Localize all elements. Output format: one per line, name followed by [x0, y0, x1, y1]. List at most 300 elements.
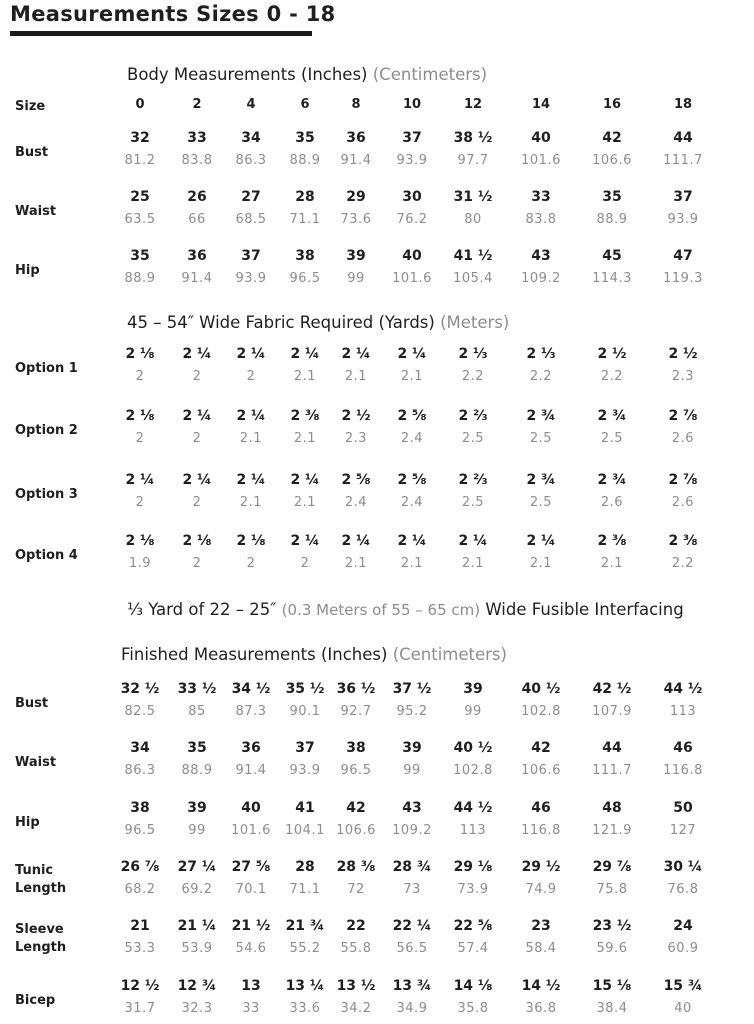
value-primary: 27 ¼ — [177, 859, 217, 875]
value-primary: 36 — [346, 130, 366, 146]
value-secondary: 91.4 — [181, 271, 213, 286]
value-secondary: 2.3 — [344, 431, 368, 446]
body-heading-main: Body Measurements (Inches) — [127, 65, 368, 84]
table-row — [0, 681, 754, 725]
value-secondary: 107.9 — [592, 704, 632, 719]
row-label-line1: Hip — [15, 263, 40, 278]
value-primary: 37 — [402, 130, 422, 146]
value-primary: 25 — [130, 189, 150, 205]
value-secondary: 109.2 — [392, 823, 432, 838]
value-primary: 35 — [295, 130, 315, 146]
value-primary: 34 ½ — [231, 681, 271, 697]
value-primary: 13 — [241, 978, 261, 994]
table-row — [0, 130, 754, 174]
value-secondary: 96.5 — [124, 823, 156, 838]
value-primary: 21 ¼ — [177, 918, 217, 934]
value-secondary: 102.8 — [521, 704, 561, 719]
value-primary: 31 ½ — [453, 189, 493, 205]
value-secondary: 106.6 — [336, 823, 376, 838]
value-primary: 22 — [346, 918, 366, 934]
value-primary: 14 ⅛ — [453, 978, 493, 994]
value-secondary: 113 — [459, 823, 487, 838]
value-primary: 36 ½ — [336, 681, 376, 697]
value-primary: 22 ⅝ — [453, 918, 493, 934]
value-secondary: 35.8 — [457, 1001, 489, 1016]
value-primary: 2 ¼ — [341, 533, 371, 549]
value-primary: 28 ¾ — [392, 859, 432, 875]
value-primary: 12 ¾ — [177, 978, 217, 994]
value-primary: 46 — [673, 740, 693, 756]
value-primary: 28 — [295, 189, 315, 205]
fabric-heading-main: 45 – 54″ Wide Fabric Required (Yards) — [127, 313, 435, 332]
value-primary: 2 ⅛ — [125, 408, 155, 424]
value-primary: 23 ½ — [592, 918, 632, 934]
value-primary: 47 — [673, 248, 693, 264]
value-secondary: 72 — [347, 882, 365, 897]
value-primary: 38 — [130, 800, 150, 816]
value-primary: 2 ⅜ — [290, 408, 320, 424]
value-secondary: 38.4 — [596, 1001, 628, 1016]
value-primary: 2 ⅜ — [668, 533, 698, 549]
value-primary: 35 — [130, 248, 150, 264]
value-secondary: 2 — [135, 431, 145, 446]
value-secondary: 2 — [135, 495, 145, 510]
size-label: Size — [15, 99, 46, 114]
value-primary: 32 — [130, 130, 150, 146]
value-secondary: 74.9 — [525, 882, 557, 897]
value-secondary: 2.6 — [600, 495, 624, 510]
value-secondary: 68.5 — [235, 212, 267, 227]
size-value: 16 — [602, 97, 622, 112]
value-secondary: 57.4 — [457, 941, 489, 956]
table-row — [0, 189, 754, 233]
value-secondary: 71.1 — [289, 882, 321, 897]
value-secondary: 88.9 — [289, 153, 321, 168]
value-secondary: 113 — [669, 704, 697, 719]
table-row — [0, 533, 754, 577]
value-primary: 2 ⅜ — [597, 533, 627, 549]
value-primary: 2 ⅛ — [182, 533, 212, 549]
value-secondary: 90.1 — [289, 704, 321, 719]
value-secondary: 70.1 — [235, 882, 267, 897]
value-secondary: 55.8 — [340, 941, 372, 956]
value-primary: 33 ½ — [177, 681, 217, 697]
value-primary: 24 — [673, 918, 693, 934]
row-label-line2: Length — [15, 940, 67, 955]
size-value: 2 — [192, 97, 202, 112]
value-primary: 2 ⅛ — [236, 533, 266, 549]
value-primary: 14 ½ — [521, 978, 561, 994]
value-primary: 39 — [187, 800, 207, 816]
value-secondary: 2.4 — [400, 431, 424, 446]
body-measurements-heading — [127, 65, 487, 84]
value-secondary: 111.7 — [592, 763, 632, 778]
value-primary: 26 ⅞ — [120, 859, 160, 875]
value-secondary: 91.4 — [235, 763, 267, 778]
value-secondary: 2.1 — [293, 369, 317, 384]
table-row — [0, 978, 754, 1022]
value-secondary: 121.9 — [592, 823, 632, 838]
value-primary: 2 ¼ — [236, 472, 266, 488]
value-secondary: 2 — [300, 556, 310, 571]
value-secondary: 99 — [347, 271, 365, 286]
row-label — [15, 695, 48, 713]
row-label — [15, 814, 40, 832]
value-primary: 42 — [346, 800, 366, 816]
value-primary: 2 ⅔ — [458, 472, 488, 488]
row-label-line1: Option 4 — [15, 548, 78, 563]
value-primary: 21 ½ — [231, 918, 271, 934]
value-primary: 36 — [241, 740, 261, 756]
value-secondary: 83.8 — [525, 212, 557, 227]
value-primary: 34 — [130, 740, 150, 756]
value-primary: 42 ½ — [592, 681, 632, 697]
value-secondary: 60.9 — [667, 941, 699, 956]
value-primary: 29 ⅞ — [592, 859, 632, 875]
value-secondary: 66 — [188, 212, 206, 227]
interfacing-part2: (0.3 Meters of 55 – 65 cm) — [281, 601, 481, 619]
value-secondary: 34.2 — [340, 1001, 372, 1016]
value-secondary: 2.5 — [461, 431, 485, 446]
value-secondary: 71.1 — [289, 212, 321, 227]
row-label — [15, 754, 56, 772]
table-row — [0, 408, 754, 452]
value-secondary: 2.1 — [600, 556, 624, 571]
value-secondary: 93.9 — [289, 763, 321, 778]
value-secondary: 2 — [246, 556, 256, 571]
row-label — [15, 262, 40, 280]
value-secondary: 2 — [192, 495, 202, 510]
page-title: Measurements Sizes 0 - 18 — [10, 2, 336, 26]
value-primary: 15 ¾ — [663, 978, 703, 994]
value-primary: 41 ½ — [453, 248, 493, 264]
value-secondary: 33.6 — [289, 1001, 321, 1016]
value-secondary: 104.1 — [285, 823, 325, 838]
value-secondary: 85 — [188, 704, 206, 719]
value-primary: 2 ⅓ — [458, 346, 488, 362]
value-primary: 38 ½ — [453, 130, 493, 146]
interfacing-line — [127, 600, 684, 619]
size-value: 0 — [135, 97, 145, 112]
row-label — [15, 203, 56, 221]
value-primary: 40 — [241, 800, 261, 816]
value-secondary: 34.9 — [396, 1001, 428, 1016]
value-secondary: 93.9 — [235, 271, 267, 286]
value-secondary: 97.7 — [457, 153, 489, 168]
value-primary: 28 ⅜ — [336, 859, 376, 875]
value-primary: 37 — [673, 189, 693, 205]
value-secondary: 99 — [188, 823, 206, 838]
value-primary: 28 — [295, 859, 315, 875]
value-secondary: 2.1 — [344, 369, 368, 384]
value-secondary: 91.4 — [340, 153, 372, 168]
size-value: 8 — [351, 97, 361, 112]
row-label — [15, 921, 66, 957]
body-heading-sub: (Centimeters) — [372, 65, 488, 84]
value-secondary: 2.6 — [671, 495, 695, 510]
value-secondary: 2.3 — [671, 369, 695, 384]
value-primary: 2 ⅛ — [125, 346, 155, 362]
value-primary: 35 ½ — [285, 681, 325, 697]
value-secondary: 31.7 — [124, 1001, 156, 1016]
fabric-heading — [127, 313, 509, 332]
value-primary: 30 ¼ — [663, 859, 703, 875]
value-secondary: 54.6 — [235, 941, 267, 956]
value-secondary: 32.3 — [181, 1001, 213, 1016]
value-secondary: 53.3 — [124, 941, 156, 956]
value-secondary: 75.8 — [596, 882, 628, 897]
value-primary: 35 — [187, 740, 207, 756]
value-secondary: 116.8 — [521, 823, 561, 838]
value-primary: 2 ⅛ — [125, 533, 155, 549]
row-label — [15, 992, 55, 1010]
value-primary: 30 — [402, 189, 422, 205]
fabric-heading-sub: (Meters) — [440, 313, 510, 332]
value-primary: 46 — [531, 800, 551, 816]
value-primary: 37 ½ — [392, 681, 432, 697]
value-primary: 2 ⅝ — [341, 472, 371, 488]
value-primary: 37 — [241, 248, 261, 264]
value-primary: 37 — [295, 740, 315, 756]
value-secondary: 55.2 — [289, 941, 321, 956]
row-label — [15, 360, 78, 378]
value-primary: 27 — [241, 189, 261, 205]
value-primary: 2 ¾ — [597, 408, 627, 424]
value-secondary: 99 — [403, 763, 421, 778]
value-secondary: 59.6 — [596, 941, 628, 956]
value-secondary: 92.7 — [340, 704, 372, 719]
value-secondary: 2.5 — [461, 495, 485, 510]
value-secondary: 86.3 — [124, 763, 156, 778]
value-secondary: 2 — [246, 369, 256, 384]
value-secondary: 119.3 — [663, 271, 703, 286]
value-primary: 2 ¼ — [182, 472, 212, 488]
table-row — [0, 248, 754, 292]
value-primary: 23 — [531, 918, 551, 934]
value-primary: 34 — [241, 130, 261, 146]
row-label — [15, 486, 78, 504]
value-primary: 2 ¾ — [526, 472, 556, 488]
value-secondary: 2.5 — [529, 431, 553, 446]
value-secondary: 2.2 — [600, 369, 624, 384]
value-primary: 40 — [531, 130, 551, 146]
value-secondary: 101.6 — [392, 271, 432, 286]
value-secondary: 111.7 — [663, 153, 703, 168]
value-secondary: 73.9 — [457, 882, 489, 897]
value-secondary: 2.1 — [293, 431, 317, 446]
value-primary: 2 ⅝ — [397, 472, 427, 488]
row-label — [15, 144, 48, 162]
value-secondary: 73 — [403, 882, 421, 897]
row-label-line1: Bust — [15, 696, 49, 711]
value-primary: 2 ⅝ — [397, 408, 427, 424]
value-secondary: 2.2 — [671, 556, 695, 571]
value-primary: 29 — [346, 189, 366, 205]
value-primary: 2 ½ — [341, 408, 371, 424]
table-row — [0, 346, 754, 390]
value-secondary: 99 — [464, 704, 482, 719]
value-primary: 43 — [531, 248, 551, 264]
value-primary: 29 ⅛ — [453, 859, 493, 875]
value-primary: 21 ¾ — [285, 918, 325, 934]
value-secondary: 53.9 — [181, 941, 213, 956]
value-secondary: 2.1 — [529, 556, 553, 571]
row-label-line1: Tunic — [15, 863, 54, 878]
value-primary: 13 ¾ — [392, 978, 432, 994]
value-secondary: 73.6 — [340, 212, 372, 227]
value-secondary: 127 — [669, 823, 697, 838]
value-primary: 2 ⅔ — [458, 408, 488, 424]
value-primary: 15 ⅛ — [592, 978, 632, 994]
value-secondary: 88.9 — [124, 271, 156, 286]
value-secondary: 1.9 — [128, 556, 152, 571]
row-label — [15, 862, 66, 898]
value-primary: 40 ½ — [453, 740, 493, 756]
value-primary: 2 ¼ — [458, 533, 488, 549]
table-row — [0, 740, 754, 784]
value-secondary: 2 — [192, 431, 202, 446]
value-secondary: 116.8 — [663, 763, 703, 778]
value-primary: 2 ¼ — [397, 346, 427, 362]
row-label — [15, 547, 78, 565]
row-label-line1: Option 2 — [15, 423, 78, 438]
value-secondary: 114.3 — [592, 271, 632, 286]
value-primary: 2 ½ — [597, 346, 627, 362]
value-secondary: 93.9 — [396, 153, 428, 168]
value-primary: 38 — [346, 740, 366, 756]
row-label-line1: Sleeve — [15, 922, 64, 937]
value-secondary: 2.1 — [344, 556, 368, 571]
value-primary: 2 ⅓ — [526, 346, 556, 362]
finished-heading — [121, 645, 507, 664]
row-label-line1: Bust — [15, 145, 49, 160]
value-secondary: 2.1 — [239, 495, 263, 510]
value-secondary: 58.4 — [525, 941, 557, 956]
value-secondary: 95.2 — [396, 704, 428, 719]
value-primary: 2 ¼ — [125, 472, 155, 488]
value-secondary: 36.8 — [525, 1001, 557, 1016]
value-secondary: 80 — [464, 212, 482, 227]
size-value: 18 — [673, 97, 693, 112]
value-secondary: 109.2 — [521, 271, 561, 286]
value-secondary: 2.4 — [344, 495, 368, 510]
row-label-line2: Length — [15, 881, 67, 896]
value-secondary: 105.4 — [453, 271, 493, 286]
value-primary: 2 ¾ — [597, 472, 627, 488]
row-label-line1: Waist — [15, 204, 57, 219]
value-secondary: 81.2 — [124, 153, 156, 168]
value-secondary: 101.6 — [521, 153, 561, 168]
value-secondary: 2.1 — [400, 556, 424, 571]
value-secondary: 2.1 — [400, 369, 424, 384]
value-secondary: 2.1 — [239, 431, 263, 446]
value-primary: 39 — [402, 740, 422, 756]
value-primary: 22 ¼ — [392, 918, 432, 934]
row-label-line1: Option 1 — [15, 361, 78, 376]
table-row — [0, 800, 754, 844]
value-primary: 44 — [602, 740, 622, 756]
interfacing-part1: ⅓ Yard of 22 – 25″ — [127, 600, 277, 619]
value-primary: 32 ½ — [120, 681, 160, 697]
value-primary: 26 — [187, 189, 207, 205]
value-primary: 39 — [346, 248, 366, 264]
value-primary: 12 ½ — [120, 978, 160, 994]
value-primary: 2 ¼ — [290, 472, 320, 488]
value-primary: 33 — [531, 189, 551, 205]
value-primary: 44 ½ — [663, 681, 703, 697]
finished-heading-sub: (Centimeters) — [392, 645, 507, 664]
value-secondary: 96.5 — [340, 763, 372, 778]
value-primary: 29 ½ — [521, 859, 561, 875]
value-secondary: 106.6 — [592, 153, 632, 168]
value-primary: 27 ⅝ — [231, 859, 271, 875]
value-primary: 44 — [673, 130, 693, 146]
value-primary: 2 ¼ — [341, 346, 371, 362]
row-label-line1: Option 3 — [15, 487, 78, 502]
value-secondary: 56.5 — [396, 941, 428, 956]
value-secondary: 2.5 — [529, 495, 553, 510]
value-primary: 33 — [187, 130, 207, 146]
table-row — [0, 472, 754, 516]
value-primary: 35 — [602, 189, 622, 205]
interfacing-part3: Wide Fusible Interfacing — [485, 600, 684, 619]
value-primary: 2 ¼ — [526, 533, 556, 549]
value-primary: 2 ¼ — [290, 346, 320, 362]
value-secondary: 76.2 — [396, 212, 428, 227]
size-value: 4 — [246, 97, 256, 112]
value-primary: 13 ½ — [336, 978, 376, 994]
row-label-line1: Waist — [15, 755, 57, 770]
table-row — [0, 859, 754, 903]
value-primary: 45 — [602, 248, 622, 264]
value-secondary: 101.6 — [231, 823, 271, 838]
value-secondary: 102.8 — [453, 763, 493, 778]
value-secondary: 83.8 — [181, 153, 213, 168]
value-secondary: 88.9 — [596, 212, 628, 227]
row-label-line1: Bicep — [15, 993, 56, 1008]
value-secondary: 2 — [192, 556, 202, 571]
value-primary: 13 ¼ — [285, 978, 325, 994]
value-primary: 2 ¼ — [182, 408, 212, 424]
value-primary: 21 — [130, 918, 150, 934]
value-secondary: 106.6 — [521, 763, 561, 778]
value-secondary: 68.2 — [124, 882, 156, 897]
value-primary: 39 — [463, 681, 483, 697]
value-primary: 2 ¼ — [236, 346, 266, 362]
title-underline — [10, 31, 312, 36]
value-secondary: 93.9 — [667, 212, 699, 227]
value-secondary: 87.3 — [235, 704, 267, 719]
value-secondary: 2.5 — [600, 431, 624, 446]
value-secondary: 63.5 — [124, 212, 156, 227]
size-value: 14 — [531, 97, 551, 112]
value-secondary: 2.2 — [461, 369, 485, 384]
row-label — [15, 422, 78, 440]
value-primary: 2 ¼ — [397, 533, 427, 549]
value-primary: 36 — [187, 248, 207, 264]
value-secondary: 2.2 — [529, 369, 553, 384]
value-secondary: 2 — [135, 369, 145, 384]
value-secondary: 96.5 — [289, 271, 321, 286]
value-secondary: 76.8 — [667, 882, 699, 897]
value-primary: 2 ⅞ — [668, 472, 698, 488]
row-label-line1: Hip — [15, 815, 40, 830]
value-primary: 2 ¾ — [526, 408, 556, 424]
size-value: 10 — [402, 97, 422, 112]
value-primary: 38 — [295, 248, 315, 264]
value-secondary: 2.1 — [461, 556, 485, 571]
value-primary: 42 — [602, 130, 622, 146]
